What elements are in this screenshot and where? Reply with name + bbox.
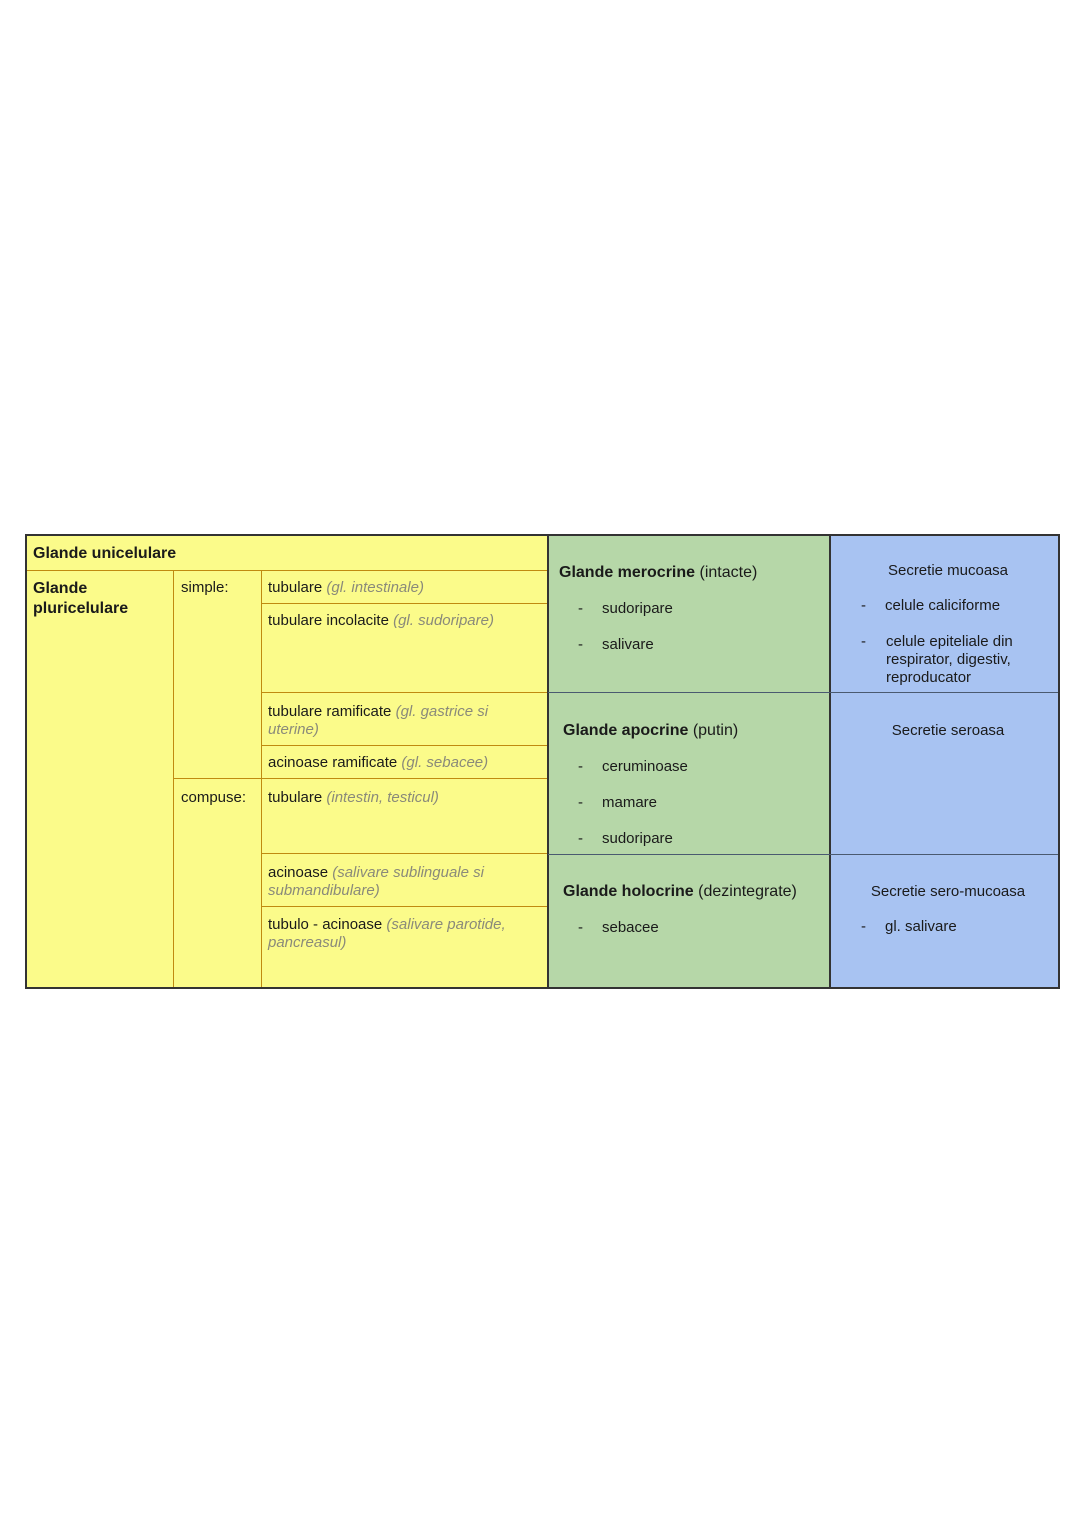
simple-gland-type bbox=[268, 703, 518, 739]
merocrine-heading: Glande merocrine (intacte) bbox=[559, 564, 758, 581]
multicellular-heading: Glande pluricelulare bbox=[33, 580, 129, 617]
compound-gland-type bbox=[268, 789, 538, 807]
mucous-secretion-heading: Secretie mucoasa bbox=[887, 562, 1009, 579]
serous-secretion-heading: Secretie seroasa bbox=[891, 722, 1005, 739]
gland-type: tubulare incolacite bbox=[268, 612, 389, 629]
gland-type: tubulo - acinoase bbox=[268, 916, 383, 933]
gland-example: (gl. sebacee) bbox=[401, 754, 489, 771]
compound-label: compuse: bbox=[181, 789, 247, 806]
gland-type: acinoase ramificate bbox=[268, 754, 398, 771]
simple-gland-type bbox=[268, 754, 538, 772]
gland-type: tubulare ramificate bbox=[268, 703, 392, 720]
gland-type: tubulare bbox=[268, 579, 323, 596]
gland-type: acinoase bbox=[268, 864, 329, 881]
gland-example: (salivare sublinguale si submandibulare) bbox=[268, 864, 484, 899]
gland-example: (gl. intestinale) bbox=[326, 579, 424, 596]
simple-gland-type bbox=[268, 612, 538, 630]
gland-example: (gl. gastrice si uterine) bbox=[268, 703, 489, 738]
compound-gland-type bbox=[268, 864, 518, 900]
holocrine-heading: Glande holocrine (dezintegrate) bbox=[563, 883, 797, 900]
seromucous-secretion-heading: Secretie sero-mucoasa bbox=[870, 883, 1026, 900]
gland-example: (intestin, testicul) bbox=[326, 789, 439, 806]
apocrine-heading: Glande apocrine (putin) bbox=[563, 722, 739, 739]
gland-type: tubulare bbox=[268, 789, 323, 806]
simple-label: simple: bbox=[181, 579, 229, 596]
compound-gland-type bbox=[268, 916, 523, 952]
simple-gland-type bbox=[268, 579, 538, 597]
gland-example: (gl. sudoripare) bbox=[393, 612, 494, 629]
gland-example: (salivare parotide, pancreasul) bbox=[268, 916, 506, 951]
unicellular-heading: Glande unicelulare bbox=[33, 545, 177, 562]
secretion-mode-section bbox=[548, 536, 829, 987]
